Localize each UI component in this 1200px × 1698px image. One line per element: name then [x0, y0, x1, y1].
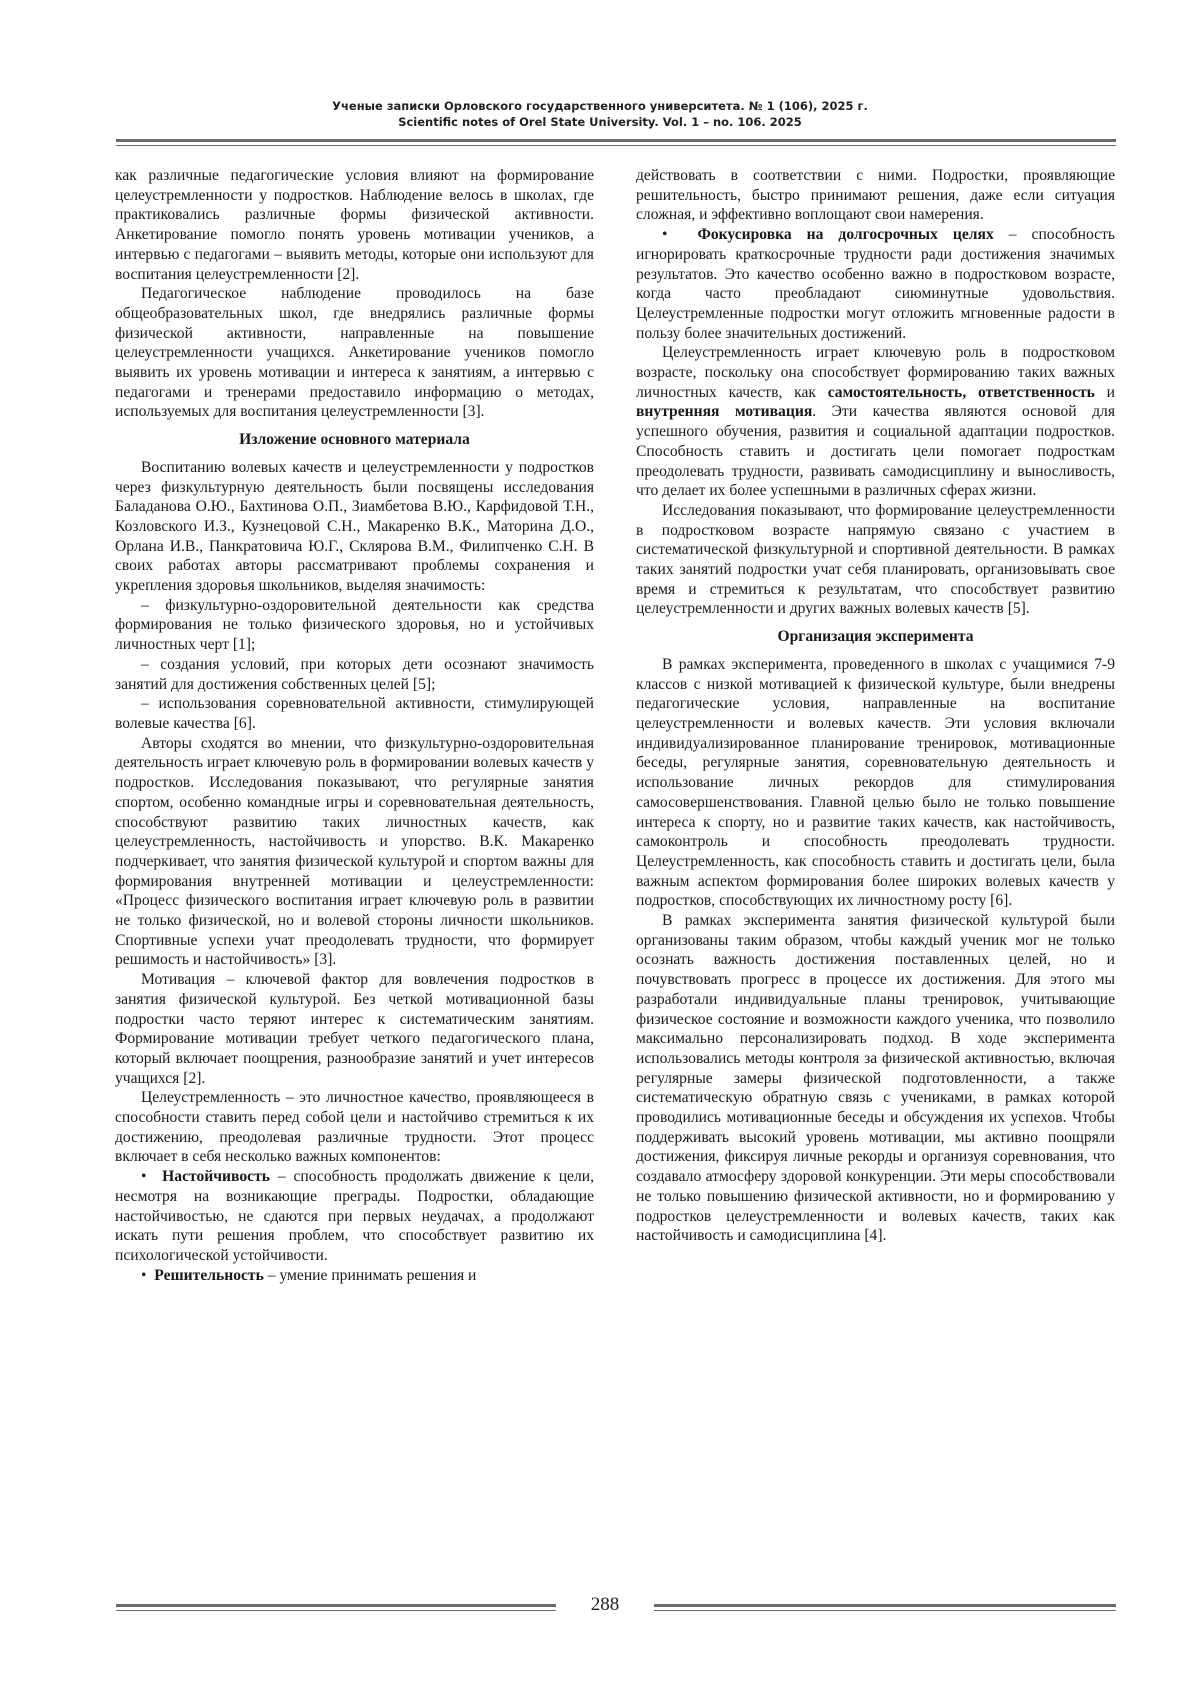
- right-column: [636, 166, 1115, 1246]
- separator: ,: [962, 383, 978, 401]
- paragraph: Авторы сходятся во мнении, что физкультурно-оздоровительная деятельность играет ключевую роль в формировании волевых качеств у подростков. Исследования показывают, что регулярные занятия спортом, особенно командные игры и соревновательная деятельность, способствуют развитию таких личностных качеств, как целеустремленность, настойчивость и упорство. В.К. Макаренко подчеркивает, что занятия физической культурой и спортом важны для формирования внутренней мотивации и целеустремленности: «Процесс физического воспитания играет ключевую роль в развитии не только физической, но и волевой стороны личности школьников. Спортивные успехи учат преодолевать трудности, что формирует решимость и настойчивость» [3].: [115, 734, 594, 969]
- dash-list-item: – физкультурно-оздоровительной деятельности как средства формирования не только физического здоровья, но и устойчивых личностных черт [1];: [115, 596, 594, 654]
- bullet-text: – способность игнорировать краткосрочные трудности ради достижения значимых результатов. Это качество особенно важно в подростковом возрасте, когда часто преобладают сиюминутные удовольствия. Целеустремленные подростки могут отложить мгновенные радости в пользу более значительных достижений.: [636, 226, 1116, 342]
- bullet-icon: •: [662, 226, 668, 244]
- bullet-term: Фокусировка на долгосрочных целях: [697, 226, 994, 244]
- bullet-term: Решительность: [154, 1266, 264, 1284]
- header-rule-thin: [116, 145, 1116, 146]
- dash-list-item: – создания условий, при которых дети осознают значимость занятий для достижения собственных целей [5];: [115, 655, 594, 693]
- bullet-list-item: [115, 1266, 594, 1286]
- bullet-list-item: [636, 225, 1115, 343]
- paragraph: Целеустремленность – это личностное качество, проявляющееся в способности ставить перед собой цели и настойчиво стремиться к их достижению, преодолевая различные трудности. Этот процесс включает в себя несколько важных компонентов:: [115, 1089, 594, 1166]
- bullet-text: – способность продолжать движение к цели, несмотря на возникающие преграды. Подростки, обладающие настойчивостью, не сдаются при первых неудачах, а продолжают искать пути решения проблем, что способствует развитию их психологической устойчивости.: [115, 1168, 594, 1264]
- left-column: [115, 166, 594, 1285]
- bullet-text: – умение принимать решения и: [263, 1266, 477, 1284]
- text-span: . Эти качества являются основой для успешного обучения, развития и социальной адаптации подростков. Способность ставить и достигать цели помогает подросткам преодолевать трудности, развивать самодисциплину и выносливость, что делает их более успешными в различных сферах жизни.: [636, 403, 1115, 500]
- paragraph: [636, 343, 1115, 501]
- section-heading: Организация эксперимента: [777, 628, 974, 646]
- paragraph: Воспитанию волевых качеств и целеустремленности у подростков через физкультурную деятельность были посвящены исследования Баладанова О.Ю., Бахтинова О.П., Зиамбетова В.Ю., Карфидовой Т.Н., Козловского И.З., Кузнецовой С.Н., Макаренко В.К., Маторина Д.О., Орлана И.В., Панкратовича Ю.Г., Склярова В.М., Филипченко С.Н. В своих работах авторы рассматривают проблемы сохранения и укрепления здоровья школьников, выделяя значимость:: [115, 458, 594, 595]
- bullet-icon: •: [141, 1266, 147, 1284]
- header-rule-thick: [116, 139, 1116, 142]
- bullet-icon: •: [141, 1168, 147, 1186]
- bullet-list-item: [115, 1167, 594, 1266]
- bold-term: самостоятельность: [827, 383, 963, 401]
- footer-rule-left-thick: [116, 1604, 556, 1607]
- bullet-term: Настойчивость: [162, 1168, 270, 1186]
- footer-rule-right-thin: [654, 1610, 1116, 1611]
- header-line-ru: Ученые записки Орловского государственного университета. № 1 (106), 2025 г.: [332, 99, 868, 113]
- paragraph: В рамках эксперимента, проведенного в школах с учащимися 7-9 классов с низкой мотивацией к физической культуре, были внедрены педагогические условия, направленные на воспитание целеустремленности и волевых качеств. Эти условия включали индивидуализированное планирование тренировок, мотивационные беседы, регулярные занятия, соревновательную деятельность и использование личных рекордов для стимулирования самосовершенствования. Главной целью было не только повышение интереса к спорту, но и развитие таких качеств, как настойчивость, самоконтроль и способность преодолевать трудности. Целеустремленность, как способность ставить и достигать цели, была важным аспектом формирования более широких волевых качеств у подростков, способствующих их личностному росту [6].: [636, 655, 1115, 910]
- separator: и: [1094, 383, 1115, 401]
- bold-term: внутренняя мотивация: [636, 403, 813, 421]
- paragraph: В рамках эксперимента занятия физической культурой были организованы таким образом, чтобы каждый ученик мог не только осознать важность достижения поставленных целей, но и почувствовать прогресс в процессе их достижения. Для этого мы разработали индивидуальные планы тренировок, учитывающие физическое состояние и возможности каждого ученика, что позволило максимально персонализировать подход. В ходе эксперимента использовались методы контроля за физической активностью, включая регулярные замеры физической подготовленности, а также систематическую обратную связь с учениками, в рамках которой проводились мотивационные беседы и обсуждения их успехов. Чтобы поддерживать высокий уровень мотивации, мы активно поощряли достижения, фиксируя личные рекорды и организуя соревнования, что создавало атмосферу здоровой конкуренции. Эти меры способствовали не только повышению физической активности, но и формированию у подростков целеустремленности и волевых качеств, таких как настойчивость и самодисциплина [4].: [636, 912, 1115, 1245]
- footer-rule-left-thin: [116, 1610, 556, 1611]
- text-span: Целеустремленность играет ключевую роль в подростковом возрасте, поскольку она способствует формированию таких важных личностных качеств, как: [636, 344, 1115, 401]
- paragraph: действовать в соответствии с ними. Подростки, проявляющие решительность, быстро принимают решения, даже если ситуация сложная, и эффективно воплощают свои намерения.: [636, 167, 1115, 224]
- dash-list-item: – использования соревновательной активности, стимулирующей волевые качества [6].: [115, 695, 594, 732]
- paragraph: как различные педагогические условия влияют на формирование целеустремленности у подростков. Наблюдение велось в школах, где практиковались различные формы физической активности. Анкетирование помогло понять уровень мотивации учеников, а интервью с педагогами – выявить методы, которые они используют для воспитания целеустремленности [2].: [115, 167, 594, 283]
- paragraph: Мотивация – ключевой фактор для вовлечения подростков в занятия физической культурой. Без четкой мотивационной базы подростки часто теряют интерес к систематическим занятиям. Формирование мотивации требует четкого педагогического плана, который включает поощрения, разнообразие занятий и учет интересов учащихся [2].: [115, 971, 594, 1087]
- page-number: 288: [590, 1594, 620, 1615]
- section-heading: Изложение основного материала: [239, 431, 470, 449]
- running-header: [0, 98, 1200, 130]
- paragraph: Педагогическое наблюдение проводилось на базе общеобразовательных школ, где внедрялись различные формы физической активности, направленные на повышение целеустремленности учащихся. Анкетирование учеников помогло выявить их уровень мотивации и интереса к занятиям, а интервью с педагогами и тренерами предоставило информацию о методах, используемых для воспитания целеустремленности [3].: [115, 285, 594, 421]
- paragraph: Исследования показывают, что формирование целеустремленности в подростковом возрасте напрямую связано с участием в систематической физкультурной и спортивной деятельности. В рамках таких занятий подростки учат себя планировать, организовывать свое время и стремиться к результатам, что способствует развитию целеустремленности и других важных волевых качеств [5].: [636, 501, 1115, 618]
- bold-term: ответственность: [977, 383, 1095, 401]
- header-line-en: Scientific notes of Orel State University. Vol. 1 – no. 106. 2025: [398, 115, 802, 129]
- footer-rule-right-thick: [654, 1604, 1116, 1607]
